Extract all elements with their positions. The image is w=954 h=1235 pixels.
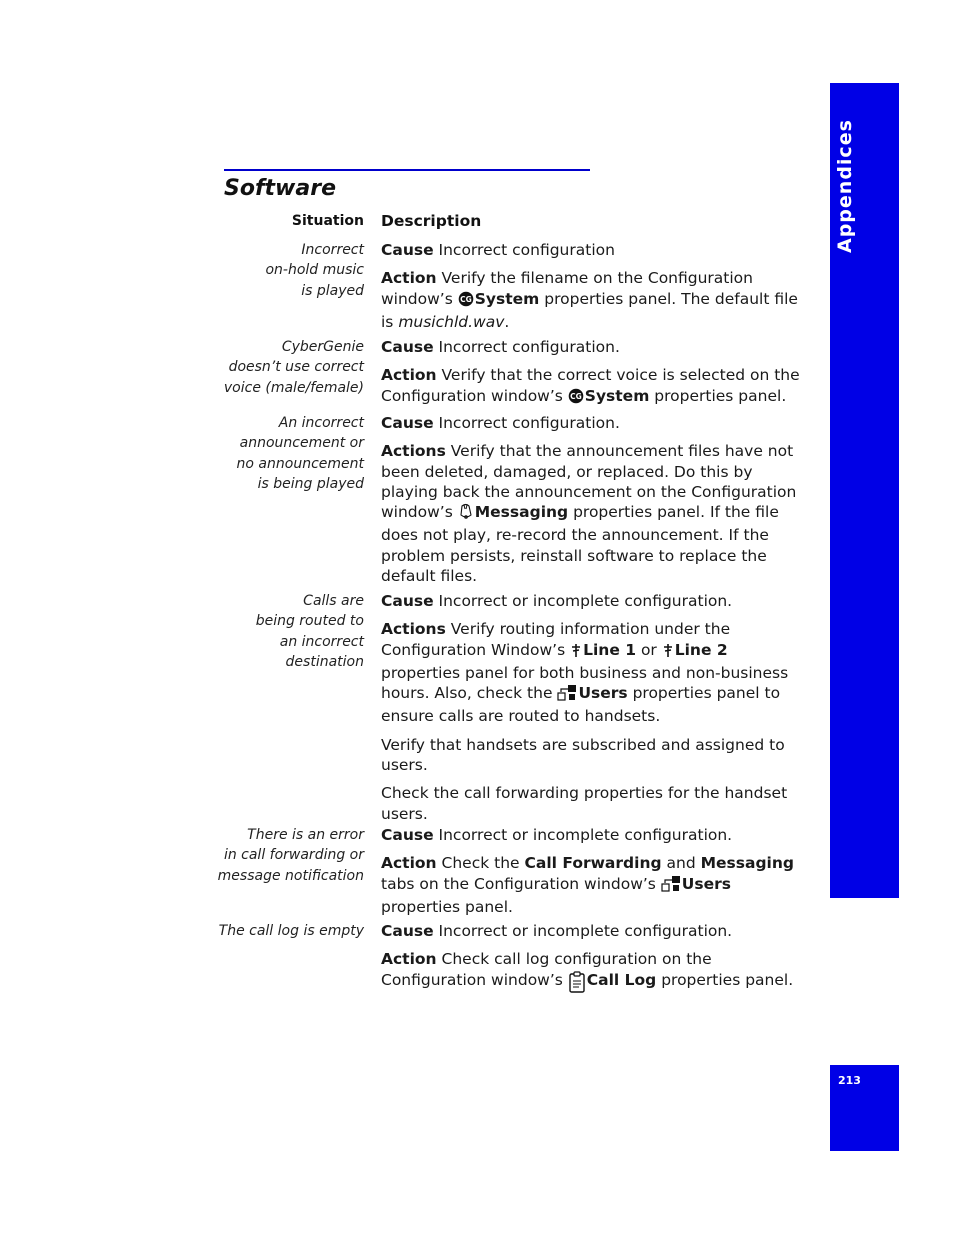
cause-label: Cause — [381, 922, 434, 940]
cause-label: Cause — [381, 338, 434, 356]
situation-line: There is an error — [247, 827, 364, 843]
situation-cell — [200, 337, 364, 398]
users-panel-name: Users — [578, 684, 628, 703]
action-text: properties panel for both business and non-business hours. Also, check the — [381, 663, 789, 703]
situation-line: an incorrect — [279, 633, 364, 650]
action-label: Actions — [381, 620, 446, 639]
extra-paragraph: Verify that handsets are subscribed and assigned to users. — [381, 735, 785, 775]
action-text: Check call log configuration on the Configuration window’s — [381, 950, 712, 989]
situation-cell — [200, 921, 364, 941]
action-text: Verify routing information under the Configuration Window’s — [381, 620, 731, 659]
action-paragraph — [381, 441, 801, 586]
messaging-tab-name: Messaging — [700, 854, 794, 873]
page-number: 213 — [838, 1074, 861, 1087]
cause-paragraph — [381, 413, 801, 433]
cause-text: Incorrect or incomplete configuration. — [433, 826, 733, 844]
cause-text: Incorrect or incomplete configuration. — [433, 592, 733, 610]
action-text: properties panel. — [656, 970, 794, 989]
action-text: properties panel to ensure calls are routed to handsets. — [381, 684, 781, 726]
side-tab-label: Appendices — [834, 119, 856, 253]
action-label: Action — [381, 366, 437, 385]
svg-text:CG: CG — [459, 294, 472, 304]
cause-label: Cause — [381, 826, 434, 844]
situation-line: in call forwarding or — [223, 847, 364, 864]
situation-line: destination — [285, 653, 364, 670]
svg-text:CG: CG — [569, 391, 582, 401]
action-label: Action — [381, 854, 437, 873]
column-header-description: Description — [381, 212, 482, 230]
column-header-situation: Situation — [291, 213, 364, 229]
description-cell — [381, 337, 801, 417]
filename: musichld.wav — [398, 312, 505, 331]
action-paragraph — [381, 853, 801, 917]
cause-paragraph — [381, 337, 801, 357]
cause-paragraph — [381, 825, 801, 845]
messaging-icon — [458, 503, 474, 525]
call-forwarding-tab-name: Call Forwarding — [524, 854, 662, 873]
description-cell — [381, 591, 801, 832]
action-text: properties panel. The default file is — [381, 289, 798, 331]
situation-line: is played — [301, 282, 364, 299]
situation-line: on-hold music — [265, 262, 364, 279]
cause-text: Incorrect configuration. — [433, 414, 620, 432]
cause-label: Cause — [381, 414, 434, 432]
cybergenie-system-icon — [458, 291, 474, 312]
situation-line: voice (male/female) — [223, 379, 364, 396]
cause-text: Incorrect configuration — [433, 241, 615, 259]
situation-line: is being played — [257, 475, 364, 492]
action-text: and — [661, 854, 701, 873]
action-text: . — [504, 312, 510, 331]
action-paragraph — [381, 949, 801, 993]
cause-label: Cause — [381, 592, 434, 610]
description-cell — [381, 921, 801, 1001]
situation-line: An incorrect — [278, 415, 364, 431]
users-panel-name: Users — [681, 874, 731, 893]
action-text: Verify that the correct voice is selected on the Configuration window’s — [381, 366, 800, 405]
situation-line: doesn’t use correct — [228, 359, 364, 376]
action-paragraph — [381, 365, 801, 409]
line2-panel-name: Line 2 — [674, 640, 728, 659]
situation-cell — [200, 240, 364, 301]
cybergenie-system-icon — [568, 388, 584, 409]
action-label: Action — [381, 950, 437, 969]
extra-paragraph: Check the call forwarding properties for the handset users. — [381, 784, 788, 823]
cause-text: Incorrect or incomplete configuration. — [433, 922, 733, 940]
action-text: properties panel. — [381, 897, 513, 916]
messaging-panel-name: Messaging — [474, 503, 569, 522]
situation-line: message notification — [217, 867, 364, 884]
users-icon — [557, 684, 577, 706]
action-text: properties panel. — [649, 386, 787, 405]
situation-cell — [200, 413, 364, 494]
situation-line: no announcement — [236, 455, 364, 472]
situation-cell — [200, 825, 364, 886]
users-icon — [661, 875, 681, 897]
situation-line: Incorrect — [301, 242, 364, 258]
cause-text: Incorrect configuration. — [433, 338, 620, 356]
action-text: properties panel. If the file does not play, re-record the announcement. If the problem persists, reinstall software to replace the default files. — [381, 503, 779, 586]
call-log-icon — [568, 971, 586, 993]
system-panel-name: System — [474, 289, 540, 308]
action-label: Actions — [381, 442, 446, 461]
cause-paragraph — [381, 921, 801, 941]
action-text: tabs on the Configuration window’s — [381, 874, 661, 893]
action-text: Check the — [436, 854, 525, 873]
action-text: Verify the filename on the Configuration window’s — [381, 269, 753, 308]
situation-line: CyberGenie — [281, 339, 364, 355]
action-text: Verify that the announcement files have not been deleted, damaged, or replaced. Do this by playing back the announcement on the Configuration window’s — [381, 442, 797, 522]
situation-cell — [200, 591, 364, 672]
situation-line: Calls are — [303, 593, 364, 609]
line-icon — [662, 643, 674, 663]
cause-label: Cause — [381, 241, 434, 259]
line1-panel-name: Line 1 — [583, 640, 637, 659]
system-panel-name: System — [584, 386, 650, 405]
situation-line: announcement or — [239, 435, 364, 452]
description-cell — [381, 413, 801, 594]
situation-line: The call log is empty — [218, 923, 364, 939]
section-title: Software — [224, 176, 336, 201]
action-paragraph — [381, 268, 801, 332]
action-text: or — [636, 640, 662, 659]
line-icon — [570, 643, 582, 663]
action-label: Action — [381, 269, 437, 288]
description-cell — [381, 825, 801, 925]
situation-line: being routed to — [255, 613, 364, 630]
cause-paragraph — [381, 591, 801, 611]
cause-paragraph — [381, 240, 801, 260]
call-log-panel-name: Call Log — [586, 970, 657, 989]
action-paragraph — [381, 619, 801, 726]
section-rule — [224, 169, 590, 171]
description-cell — [381, 240, 801, 340]
